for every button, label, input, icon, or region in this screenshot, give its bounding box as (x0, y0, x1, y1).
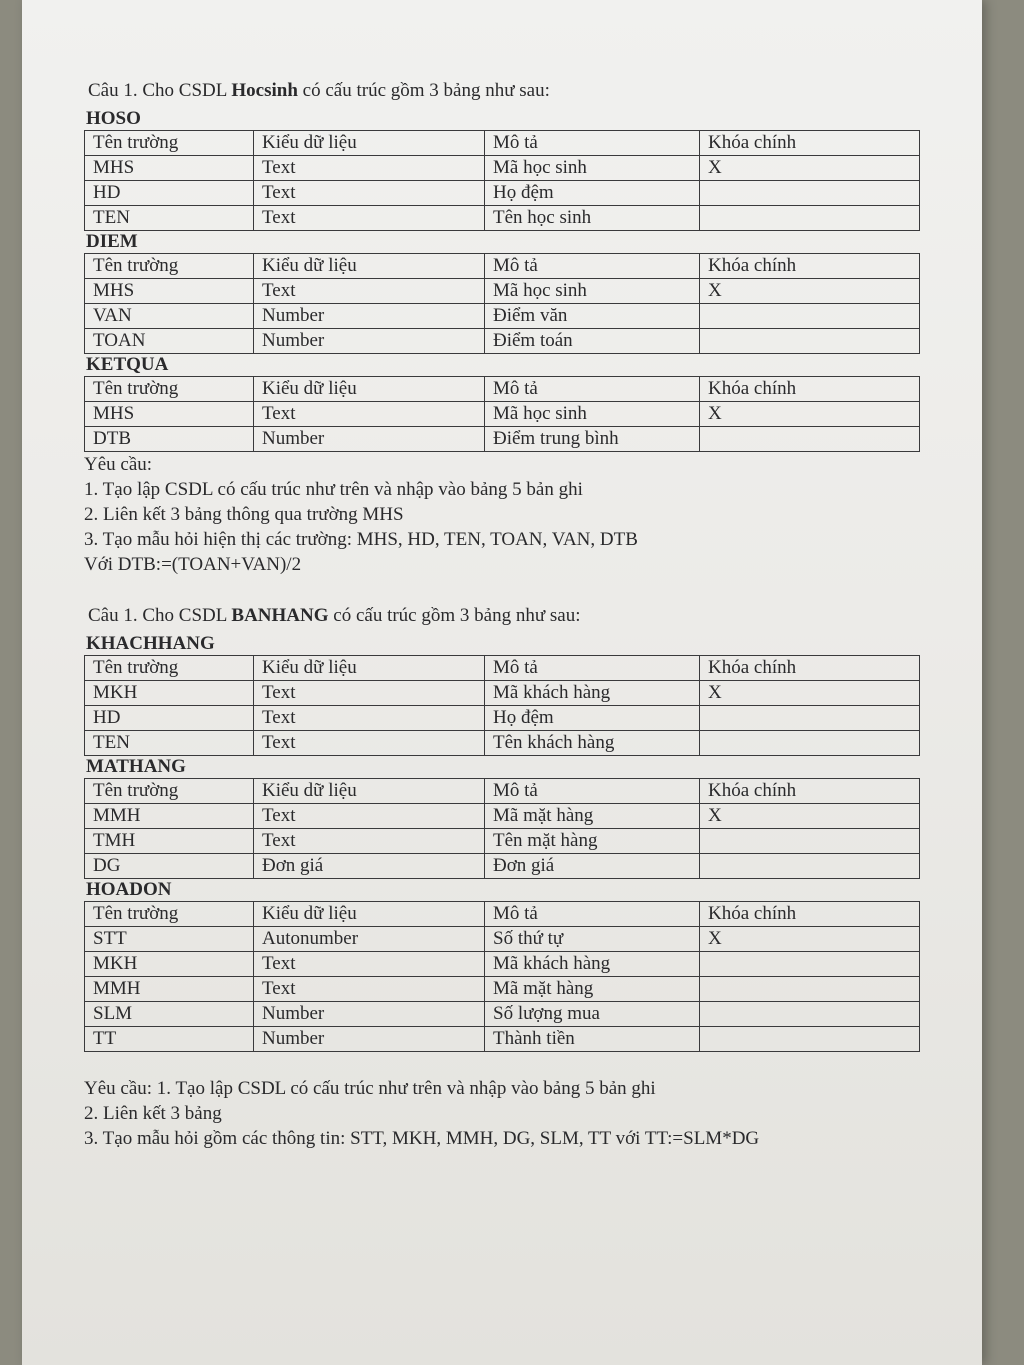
table-cell: Họ đệm (485, 181, 700, 206)
table-row (85, 804, 920, 829)
table-cell: MMH (85, 804, 254, 829)
table-cell (700, 206, 920, 231)
header-cell: Kiểu dữ liệu (254, 254, 485, 279)
header-cell: Kiểu dữ liệu (254, 779, 485, 804)
table-name: KHACHHANG (86, 633, 215, 654)
table-cell: TMH (85, 829, 254, 854)
table-cell: X (700, 804, 920, 829)
table-cell: VAN (85, 304, 254, 329)
schema-table (84, 778, 920, 879)
table-cell: MHS (85, 156, 254, 181)
table-cell: Text (254, 977, 485, 1002)
table-cell (700, 181, 920, 206)
table-name: HOSO (86, 108, 141, 129)
q1-title-prefix: Câu 1. Cho CSDL (88, 80, 232, 101)
header-cell: Khóa chính (700, 779, 920, 804)
table-cell: TEN (85, 206, 254, 231)
table-cell: MKH (85, 681, 254, 706)
q1-title-db-name: Hocsinh (231, 80, 298, 101)
requirement-line: Với DTB:=(TOAN+VAN)/2 (84, 554, 302, 575)
requirement-line: Yêu cầu: (84, 454, 153, 475)
table-cell: Điểm trung bình (485, 427, 700, 452)
schema-table (84, 655, 920, 756)
table-cell: Mã mặt hàng (485, 804, 700, 829)
table-cell: Mã học sinh (485, 156, 700, 181)
table-cell: Mã học sinh (485, 279, 700, 304)
table-cell: Text (254, 181, 485, 206)
table-row (85, 402, 920, 427)
table-header-row (85, 131, 920, 156)
table-cell: Text (254, 402, 485, 427)
table-cell: Mã học sinh (485, 402, 700, 427)
header-cell: Khóa chính (700, 902, 920, 927)
table-cell: Text (254, 829, 485, 854)
table-cell: Mã khách hàng (485, 681, 700, 706)
table-cell (700, 329, 920, 354)
table-cell: X (700, 927, 920, 952)
table-cell (700, 1027, 920, 1052)
table-header-row (85, 254, 920, 279)
q2-title-prefix: Câu 1. Cho CSDL (88, 605, 232, 626)
table-header-row (85, 377, 920, 402)
table-cell (700, 427, 920, 452)
requirement-line: 3. Tạo mẫu hỏi hiện thị các trường: MHS, HD, TEN, TOAN, VAN, DTB (84, 529, 638, 550)
requirement-line: 1. Tạo lập CSDL có cấu trúc như trên và nhập vào bảng 5 bản ghi (84, 479, 583, 500)
q1-title-suffix: có cấu trúc gồm 3 bảng như sau: (297, 80, 550, 101)
header-cell: Kiểu dữ liệu (254, 377, 485, 402)
table-name: HOADON (86, 879, 172, 900)
table-row (85, 681, 920, 706)
table-cell: Number (254, 1002, 485, 1027)
table-cell: TT (85, 1027, 254, 1052)
schema-table (84, 253, 920, 354)
table-cell: Number (254, 1027, 485, 1052)
table-cell: Text (254, 731, 485, 756)
table-row (85, 952, 920, 977)
header-cell: Mô tả (485, 131, 700, 156)
table-cell (700, 952, 920, 977)
table-cell: Number (254, 304, 485, 329)
header-cell: Mô tả (485, 779, 700, 804)
header-cell: Tên trường (85, 779, 254, 804)
table-row (85, 854, 920, 879)
table-cell: HD (85, 706, 254, 731)
table-name: KETQUA (86, 354, 169, 375)
table-cell: DG (85, 854, 254, 879)
table-cell: Tên mặt hàng (485, 829, 700, 854)
table-row (85, 927, 920, 952)
table-cell: TEN (85, 731, 254, 756)
requirement-line: 2. Liên kết 3 bảng (84, 1103, 222, 1124)
table-row (85, 1002, 920, 1027)
table-name: DIEM (86, 231, 138, 252)
header-cell: Kiểu dữ liệu (254, 131, 485, 156)
table-row (85, 329, 920, 354)
document-content (82, 78, 942, 1151)
table-cell: X (700, 402, 920, 427)
table-row (85, 181, 920, 206)
table-cell: Number (254, 329, 485, 354)
table-cell: X (700, 681, 920, 706)
q2-requirements (84, 1076, 942, 1151)
header-cell: Khóa chính (700, 656, 920, 681)
requirement-line: 2. Liên kết 3 bảng thông qua trường MHS (84, 504, 404, 525)
table-cell: Text (254, 804, 485, 829)
header-cell: Kiểu dữ liệu (254, 656, 485, 681)
table-cell: Autonumber (254, 927, 485, 952)
header-cell: Tên trường (85, 902, 254, 927)
table-cell: X (700, 156, 920, 181)
table-row (85, 731, 920, 756)
paper-sheet (22, 0, 982, 1365)
table-header-row (85, 902, 920, 927)
header-cell: Mô tả (485, 254, 700, 279)
table-cell: Đơn giá (254, 854, 485, 879)
table-cell: TOAN (85, 329, 254, 354)
table-cell: Mã khách hàng (485, 952, 700, 977)
table-cell: MMH (85, 977, 254, 1002)
table-cell: STT (85, 927, 254, 952)
table-row (85, 279, 920, 304)
table-name: MATHANG (86, 756, 186, 777)
table-row (85, 706, 920, 731)
table-cell: MHS (85, 279, 254, 304)
q1-requirements (84, 452, 942, 577)
q2-tables (82, 633, 942, 1052)
table-cell: MKH (85, 952, 254, 977)
header-cell: Kiểu dữ liệu (254, 902, 485, 927)
table-cell: Text (254, 952, 485, 977)
table-cell (700, 706, 920, 731)
table-cell: Text (254, 206, 485, 231)
table-cell (700, 731, 920, 756)
header-cell: Tên trường (85, 656, 254, 681)
q1-tables (82, 108, 942, 452)
table-cell: X (700, 279, 920, 304)
q2-title (88, 603, 942, 629)
table-header-row (85, 656, 920, 681)
schema-table (84, 376, 920, 452)
header-cell: Tên trường (85, 131, 254, 156)
table-cell (700, 829, 920, 854)
table-row (85, 1027, 920, 1052)
schema-table (84, 130, 920, 231)
table-cell: Number (254, 427, 485, 452)
header-cell: Khóa chính (700, 254, 920, 279)
table-cell: Đơn giá (485, 854, 700, 879)
table-cell: Số thứ tự (485, 927, 700, 952)
q2-title-db-name: BANHANG (231, 605, 329, 626)
table-row (85, 829, 920, 854)
table-cell: MHS (85, 402, 254, 427)
header-cell: Khóa chính (700, 131, 920, 156)
table-cell (700, 854, 920, 879)
table-cell: Thành tiền (485, 1027, 700, 1052)
table-row (85, 977, 920, 1002)
table-cell: Điểm văn (485, 304, 700, 329)
table-cell: Text (254, 156, 485, 181)
table-row (85, 206, 920, 231)
requirement-line: Yêu cầu: 1. Tạo lập CSDL có cấu trúc như trên và nhập vào bảng 5 bản ghi (84, 1078, 656, 1099)
table-cell (700, 304, 920, 329)
table-cell: Tên khách hàng (485, 731, 700, 756)
header-cell: Tên trường (85, 254, 254, 279)
q2-title-suffix: có cấu trúc gồm 3 bảng như sau: (328, 605, 581, 626)
table-cell: Text (254, 279, 485, 304)
table-cell (700, 977, 920, 1002)
header-cell: Mô tả (485, 656, 700, 681)
table-cell: DTB (85, 427, 254, 452)
table-cell: Điểm toán (485, 329, 700, 354)
table-row (85, 427, 920, 452)
header-cell: Tên trường (85, 377, 254, 402)
table-cell: Mã mặt hàng (485, 977, 700, 1002)
table-cell: Họ đệm (485, 706, 700, 731)
table-cell: HD (85, 181, 254, 206)
table-cell: Text (254, 681, 485, 706)
table-header-row (85, 779, 920, 804)
header-cell: Mô tả (485, 902, 700, 927)
header-cell: Mô tả (485, 377, 700, 402)
table-row (85, 304, 920, 329)
header-cell: Khóa chính (700, 377, 920, 402)
q1-title (88, 78, 942, 104)
table-cell: Text (254, 706, 485, 731)
table-cell: Tên học sinh (485, 206, 700, 231)
table-row (85, 156, 920, 181)
table-cell: SLM (85, 1002, 254, 1027)
schema-table (84, 901, 920, 1052)
table-cell: Số lượng mua (485, 1002, 700, 1027)
requirement-line: 3. Tạo mẫu hỏi gồm các thông tin: STT, MKH, MMH, DG, SLM, TT với TT:=SLM*DG (84, 1128, 760, 1149)
table-cell (700, 1002, 920, 1027)
